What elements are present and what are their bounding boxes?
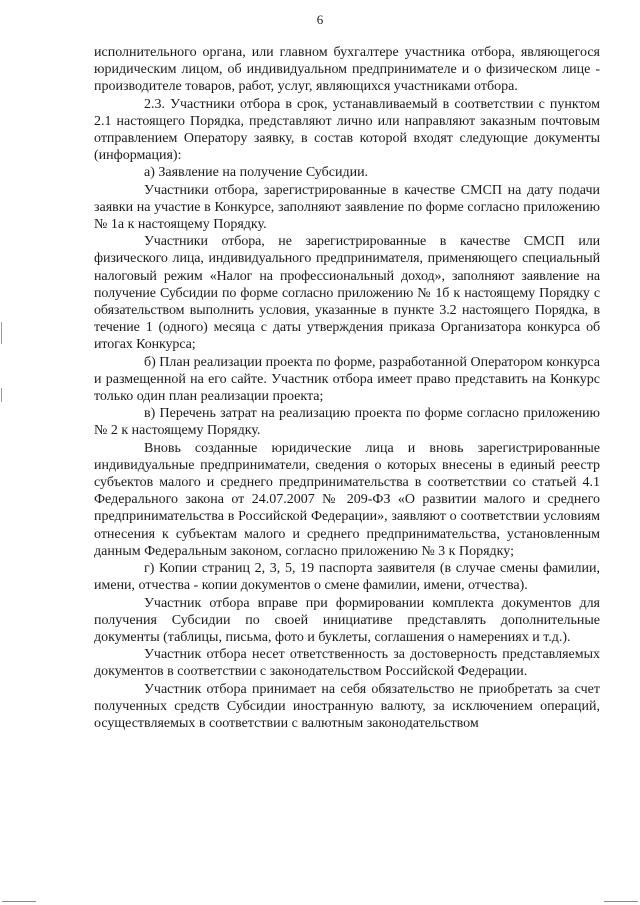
footer-line-left xyxy=(2,901,36,902)
paragraph-item-v: в) Перечень затрат на реализацию проекта по форме согласно приложению № 2 к настоящему Порядку. xyxy=(94,406,600,439)
paragraph-continuation: исполнительного органа, или главном бухгалтере участника отбора, являющегося юридическим лицом, об индивидуальном предпринимателе и о физическом лице - производителе товаров, работ, услуг, являющихся участниками отбора. xyxy=(94,45,600,95)
paragraph-registered-smsp: Участники отбора, зарегистрированные в качестве СМСП на дату подачи заявки на участие в Конкурсе, заполняют заявление по форме согласно приложению № 1а к настоящему Порядку. xyxy=(94,182,600,233)
paragraph-responsibility: Участник отбора несет ответственность за достоверность представляемых документов в соответствии с законодательством Российской Федерации. xyxy=(94,647,600,680)
left-margin-mark xyxy=(1,388,2,402)
paragraph-currency-obligation: Участник отбора принимает на себя обязательство не приобретать за счет полученных средств Субсидии иностранную валюту, за исключением операций, осуществляемых в соответствии с валютным законодательством xyxy=(94,681,600,731)
page-number: 6 xyxy=(316,12,324,27)
paragraph-new-entities: Вновь созданные юридические лица и вновь зарегистрированные индивидуальные предприниматели, сведения о которых внесены в единый реестр субъектов малого и среднего предпринимательства в соответствии со статьей 4.1 Федерального закона от 24.07.2007 № 209-ФЗ «О развитии малого и среднего предпринимательства в Российской Федерации», заявляют о соответствии условиям отнесения к субъектам малого и среднего предпринимательства, установленным данным Федеральным законом, согласно приложению № 3 к Порядку; xyxy=(94,440,600,559)
left-margin-mark xyxy=(1,322,2,344)
paragraph-clause-2-3: 2.3. Участники отбора в срок, устанавливаемый в соответствии с пунктом 2.1 настоящего Порядка, представляют лично или направляют заказным почтовым отправлением Оператору заявку, в состав которой входят следующие документы (информация): xyxy=(94,96,600,164)
paragraph-item-g: г) Копии страниц 2, 3, 5, 19 паспорта заявителя (в случае смены фамилии, имени, отчества - копии документов о смене фамилии, имени, отчества). xyxy=(94,561,600,594)
paragraph-item-b: б) План реализации проекта по форме, разработанной Оператором конкурса и размещенной на его сайте. Участник отбора имеет право представить на Конкурс только один план реализации проекта; xyxy=(94,354,600,405)
paragraph-item-a: а) Заявление на получение Субсидии. xyxy=(144,165,369,181)
paragraph-unregistered-smsp: Участники отбора, не зарегистрированные в качестве СМСП или физического лица, индивидуального предпринимателя, применяющего специальный налоговый режим «Налог на профессиональный доход», заполняют заявление на получение Субсидии по форме согласно приложению № 1б к настоящему Порядку с обязательством выполнить условия, указанные в пункте 3.2 настоящего Порядка, в течение 1 (одного) месяца с даты утверждения приказа Организатора конкурса об итогах Конкурса; xyxy=(94,234,600,353)
document-body xyxy=(94,44,600,732)
footer-line-right xyxy=(604,901,638,902)
paragraph-additional-documents: Участник отбора вправе при формировании комплекта документов для получения Субсидии по своей инициативе представлять дополнительные документы (таблицы, письма, фото и буклеты, соглашения о намерениях и т.д.). xyxy=(94,595,600,645)
